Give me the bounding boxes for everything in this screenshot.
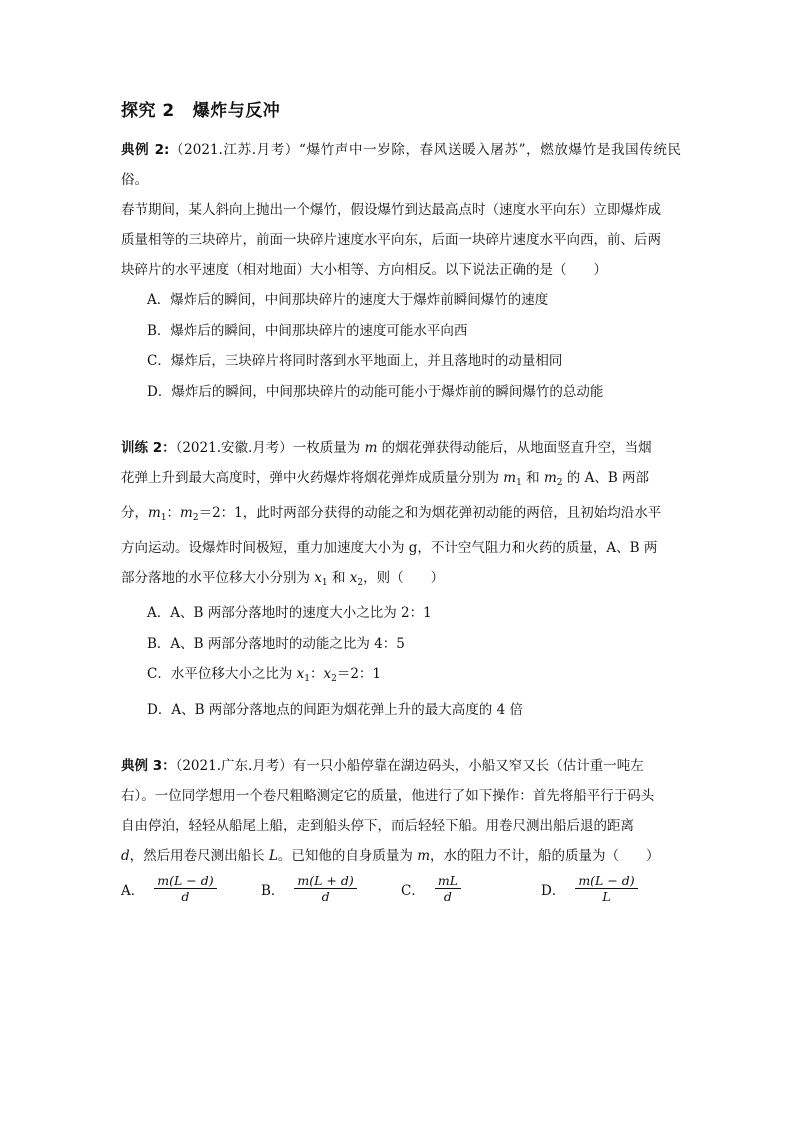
- var-m: m: [364, 440, 378, 456]
- subscript: 1: [516, 478, 522, 488]
- numerator: m(L − d): [575, 873, 637, 889]
- option-c: [401, 873, 541, 904]
- var-m1: m: [503, 470, 517, 486]
- question-stem: [121, 135, 681, 195]
- stem-text: 的烟花弹获得动能后，从地面竖直升空，当烟: [377, 440, 652, 456]
- var-m2: m: [180, 505, 193, 521]
- stem-text: ：: [166, 505, 181, 521]
- question-stem: [121, 433, 681, 463]
- option-label: A．: [121, 882, 145, 899]
- denominator: d: [443, 889, 452, 904]
- option-b: B．爆炸后的瞬间，中间那块碎片的速度可能水平向西: [147, 322, 468, 339]
- option-a: A．爆炸后的瞬间，中间那块碎片的速度大于爆炸前瞬间爆竹的速度: [147, 292, 549, 308]
- question-example-2: [121, 135, 681, 407]
- question-label: 典例 3：: [121, 758, 176, 774]
- denominator: d: [321, 889, 330, 904]
- numerator: mL: [435, 873, 461, 889]
- fraction: [154, 873, 216, 904]
- subscript: 2: [331, 674, 337, 684]
- var-m: m: [417, 848, 431, 864]
- var-x2: x: [323, 666, 332, 682]
- option-d: D．爆炸后的瞬间，中间那块碎片的动能可能小于爆炸前的瞬间爆竹的总动能: [147, 383, 604, 400]
- question-label: 典例 2:: [121, 142, 170, 158]
- stem-text: 和: [521, 470, 544, 486]
- subscript: 1: [321, 578, 328, 588]
- option-label: B．: [261, 882, 285, 899]
- option-label: C．: [401, 882, 425, 899]
- subscript: 2: [192, 513, 199, 523]
- stem-text: （2021.江苏.月考）“爆竹声中一岁除，春风送暖入屠苏”，燃放爆竹是我国传统民俗。: [121, 142, 681, 188]
- option-a: [121, 873, 261, 904]
- stem-text: 部分落地的水平位移大小分别为: [121, 570, 315, 586]
- section-number: 探究 2: [121, 101, 175, 121]
- var-x1: x: [296, 666, 305, 682]
- subscript: 2: [556, 478, 563, 488]
- stem-line: 块碎片的水平速度（相对地面）大小相等、方向相反。以下说法正确的是（ ）: [121, 262, 607, 278]
- numerator: m(L + d): [294, 873, 356, 889]
- fraction-options: [121, 873, 681, 904]
- question-example-3: [121, 751, 681, 904]
- numerator: m(L − d): [154, 873, 216, 889]
- subscript: 2: [357, 578, 364, 588]
- var-d: d: [121, 848, 130, 864]
- document-page: [121, 96, 681, 904]
- option-b: B．A、B 两部分落地时的动能之比为 4：5: [147, 635, 405, 652]
- stem-line: [121, 498, 681, 533]
- denominator: L: [602, 889, 611, 904]
- var-m1: m: [148, 505, 161, 521]
- option-a: A．A、B 两部分落地时的速度大小之比为 2：1: [147, 605, 432, 621]
- stem-line: [121, 841, 681, 871]
- stem-line: 右）。一位同学想用一个卷尺粗略测定它的质量，他进行了如下操作：首先将船平行于码头: [121, 788, 655, 804]
- question-stem: [121, 751, 681, 781]
- option-c: C．爆炸后，三块碎片将同时落到水平地面上，并且落地时的动量相同: [147, 353, 563, 369]
- fraction: [435, 873, 461, 904]
- fraction: [294, 873, 356, 904]
- stem-text: ，然后用卷尺测出船长: [129, 848, 269, 864]
- stem-text: ＝2：1，此时两部分获得的动能之和为烟花弹初动能的两倍，且初始均沿水平: [198, 505, 662, 521]
- var-x1: x: [314, 570, 322, 586]
- option-d: [541, 873, 681, 904]
- stem-text: ，水的阻力不计，船的质量为（ ）: [430, 848, 660, 864]
- stem-line: 质量相等的三块碎片，前面一块碎片速度水平向东，后面一块碎片速度水平向西，前、后两: [121, 232, 661, 248]
- stem-line: 春节期间，某人斜向上抛出一个爆竹，假设爆竹到达最高点时（速度水平向东）立即爆炸成: [121, 202, 661, 218]
- stem-text: （2021.广东.月考）有一只小船停靠在湖边码头，小船又窄又长（估计重一吨左: [175, 758, 644, 774]
- section-heading: 爆炸与反冲: [192, 101, 281, 121]
- question-practice-2: [121, 433, 681, 725]
- var-m2: m: [543, 470, 557, 486]
- stem-text: 分，: [121, 505, 148, 521]
- option-c: [147, 659, 681, 695]
- option-b: [261, 873, 401, 904]
- section-title: [121, 96, 681, 121]
- option-text: C．水平位移大小之比为: [147, 666, 297, 682]
- stem-line: [121, 563, 681, 598]
- option-label: D．: [541, 882, 566, 899]
- fraction: [575, 873, 637, 904]
- subscript: 1: [304, 674, 310, 684]
- option-d: D．A、B 两部分落地点的间距为烟花弹上升的最大高度的 4 倍: [147, 701, 523, 718]
- option-text: ＝2：1: [336, 666, 382, 682]
- stem-text: 和: [327, 570, 350, 586]
- denominator: d: [181, 889, 190, 904]
- stem-text: 。已知他的自身质量为: [277, 848, 418, 864]
- stem-text: ，则（ ）: [363, 570, 445, 586]
- option-text: ：: [309, 666, 324, 682]
- var-L: L: [268, 848, 278, 864]
- subscript: 1: [160, 513, 167, 523]
- stem-line: 自由停泊，轻轻从船尾上船，走到船头停下，而后轻轻下船。用卷尺测出船后退的距离: [121, 818, 634, 834]
- stem-text: （2021.安徽.月考）一枚质量为: [175, 440, 365, 456]
- stem-line: [121, 463, 681, 498]
- stem-text: 的 A、B 两部: [562, 470, 650, 486]
- stem-line: 方向运动。设爆炸时间极短，重力加速度大小为 g，不计空气阻力和火药的质量，A、B 两: [121, 540, 658, 556]
- question-label: 训练 2：: [121, 440, 176, 456]
- var-x2: x: [349, 570, 358, 586]
- stem-text: 花弹上升到最大高度时，弹中火药爆炸将烟花弹炸成质量分别为: [121, 470, 504, 486]
